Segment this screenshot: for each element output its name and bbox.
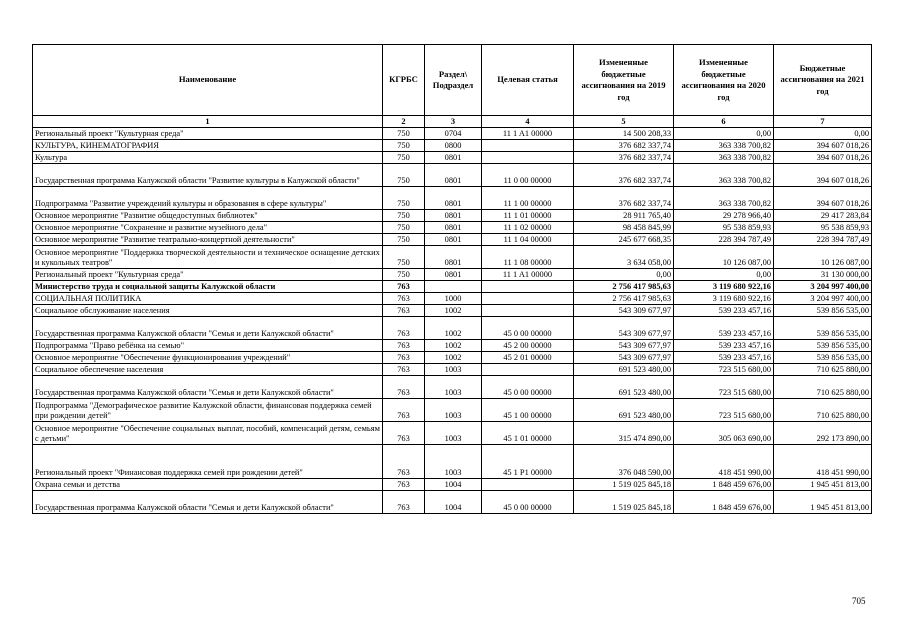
row-target: 11 1 01 00000: [482, 210, 574, 222]
budget-table: [32, 44, 872, 514]
row-amount-2021: 710 625 880,00: [774, 399, 872, 422]
row-name: Социальное обеспечение населения: [33, 364, 383, 376]
row-amount-2021: 1 945 451 813,00: [774, 479, 872, 491]
row-amount-2019: 691 523 480,00: [574, 364, 674, 376]
table-row: [33, 352, 872, 364]
row-section: 1003: [425, 364, 482, 376]
row-amount-2020: 95 538 859,93: [674, 222, 774, 234]
row-kgrbs: 750: [383, 222, 425, 234]
row-target: 45 1 01 00000: [482, 422, 574, 445]
row-amount-2019: 2 756 417 985,63: [574, 293, 674, 305]
row-section: 0801: [425, 246, 482, 269]
row-target: [482, 293, 574, 305]
row-amount-2019: 691 523 480,00: [574, 399, 674, 422]
row-section: 0801: [425, 234, 482, 246]
row-kgrbs: 763: [383, 422, 425, 445]
column-number: 2: [383, 116, 425, 128]
row-kgrbs: 763: [383, 479, 425, 491]
table-row: [33, 293, 872, 305]
table-row: [33, 140, 872, 152]
row-kgrbs: 763: [383, 340, 425, 352]
row-target: 11 1 04 00000: [482, 234, 574, 246]
row-amount-2021: 539 856 535,00: [774, 317, 872, 340]
row-target: [482, 479, 574, 491]
row-section: 0801: [425, 152, 482, 164]
row-amount-2019: 2 756 417 985,63: [574, 281, 674, 293]
row-amount-2020: 228 394 787,49: [674, 234, 774, 246]
row-target: 45 2 01 00000: [482, 352, 574, 364]
row-target: 45 2 00 00000: [482, 340, 574, 352]
table-row: [33, 479, 872, 491]
row-amount-2019: 543 309 677,97: [574, 340, 674, 352]
row-amount-2020: 3 119 680 922,16: [674, 293, 774, 305]
column-number: 5: [574, 116, 674, 128]
table-row: [33, 164, 872, 187]
row-kgrbs: 750: [383, 128, 425, 140]
row-amount-2020: 0,00: [674, 269, 774, 281]
row-kgrbs: 763: [383, 352, 425, 364]
row-name: Государственная программа Калужской области "Развитие культуры в Калужской области": [33, 164, 383, 187]
row-amount-2020: 539 233 457,16: [674, 317, 774, 340]
row-amount-2020: 3 119 680 922,16: [674, 281, 774, 293]
row-kgrbs: 750: [383, 140, 425, 152]
header-name: Наименование: [33, 45, 383, 116]
row-kgrbs: 750: [383, 246, 425, 269]
column-number: 1: [33, 116, 383, 128]
row-name: Основное мероприятие "Поддержка творческой деятельности и техническое оснащение детских и кукольных театров": [33, 246, 383, 269]
row-amount-2019: 98 458 845,99: [574, 222, 674, 234]
row-section: 0801: [425, 222, 482, 234]
header-row: [33, 45, 872, 116]
row-amount-2020: 0,00: [674, 128, 774, 140]
row-amount-2019: 543 309 677,97: [574, 317, 674, 340]
row-target: 45 1 00 00000: [482, 399, 574, 422]
row-name: Основное мероприятие "Развитие театрально-концертной деятельности": [33, 234, 383, 246]
row-kgrbs: 763: [383, 293, 425, 305]
row-kgrbs: 763: [383, 399, 425, 422]
row-kgrbs: 750: [383, 234, 425, 246]
row-section: 1000: [425, 293, 482, 305]
row-amount-2019: 376 682 337,74: [574, 152, 674, 164]
page-number: 705: [852, 596, 866, 606]
row-amount-2019: 0,00: [574, 269, 674, 281]
row-amount-2020: 418 451 990,00: [674, 445, 774, 479]
row-name: СОЦИАЛЬНАЯ ПОЛИТИКА: [33, 293, 383, 305]
column-number-row: [33, 116, 872, 128]
row-amount-2021: 539 856 535,00: [774, 352, 872, 364]
row-section: 1002: [425, 305, 482, 317]
table-row: [33, 317, 872, 340]
row-amount-2019: 3 634 058,00: [574, 246, 674, 269]
row-kgrbs: 750: [383, 187, 425, 210]
header-section: Раздел\ Подраздел: [425, 45, 482, 116]
row-name: Подпрограмма "Право ребёнка на семью": [33, 340, 383, 352]
row-section: 0801: [425, 164, 482, 187]
header-2020: Измененные бюджетные ассигнования на 2020 год: [674, 45, 774, 116]
row-target: 11 1 A1 00000: [482, 269, 574, 281]
row-target: 11 0 00 00000: [482, 164, 574, 187]
row-amount-2020: 363 338 700,82: [674, 187, 774, 210]
row-name: Подпрограмма "Развитие учреждений культуры и образования в сфере культуры": [33, 187, 383, 210]
row-amount-2020: 29 278 966,40: [674, 210, 774, 222]
row-amount-2021: 394 607 018,26: [774, 164, 872, 187]
table-row: [33, 210, 872, 222]
row-target: 45 0 00 00000: [482, 317, 574, 340]
row-amount-2021: 31 130 000,00: [774, 269, 872, 281]
table-row: [33, 305, 872, 317]
row-kgrbs: 763: [383, 491, 425, 514]
row-amount-2020: 363 338 700,82: [674, 152, 774, 164]
row-section: 1003: [425, 399, 482, 422]
row-kgrbs: 763: [383, 305, 425, 317]
row-amount-2021: 539 856 535,00: [774, 305, 872, 317]
table-row: [33, 340, 872, 352]
table-row: [33, 491, 872, 514]
table-row: [33, 234, 872, 246]
row-name: Подпрограмма "Демографическое развитие Калужской области, финансовая поддержка семей при рождении детей": [33, 399, 383, 422]
header-target: Целевая статья: [482, 45, 574, 116]
row-name: Региональный проект "Культурная среда": [33, 269, 383, 281]
row-section: 0704: [425, 128, 482, 140]
row-target: [482, 140, 574, 152]
table-row: [33, 399, 872, 422]
table-row-ministry: [33, 281, 872, 293]
row-amount-2019: 376 682 337,74: [574, 187, 674, 210]
column-number: 7: [774, 116, 872, 128]
row-amount-2021: 29 417 283,84: [774, 210, 872, 222]
row-amount-2021: 10 126 087,00: [774, 246, 872, 269]
row-kgrbs: 750: [383, 152, 425, 164]
row-amount-2021: 539 856 535,00: [774, 340, 872, 352]
row-kgrbs: 763: [383, 281, 425, 293]
row-name: Культура: [33, 152, 383, 164]
table-row: [33, 364, 872, 376]
table-row: [33, 128, 872, 140]
row-target: 45 1 P1 00000: [482, 445, 574, 479]
row-amount-2020: 1 848 459 676,00: [674, 479, 774, 491]
header-kgrbs: КГРБС: [383, 45, 425, 116]
row-amount-2021: 292 173 890,00: [774, 422, 872, 445]
row-amount-2021: 1 945 451 813,00: [774, 491, 872, 514]
row-amount-2021: 3 204 997 400,00: [774, 293, 872, 305]
row-amount-2020: 10 126 087,00: [674, 246, 774, 269]
table-row: [33, 187, 872, 210]
row-amount-2020: 723 515 680,00: [674, 376, 774, 399]
row-amount-2019: 315 474 890,00: [574, 422, 674, 445]
row-amount-2020: 539 233 457,16: [674, 305, 774, 317]
row-name: Социальное обслуживание населения: [33, 305, 383, 317]
row-amount-2020: 723 515 680,00: [674, 399, 774, 422]
row-name: Основное мероприятие "Обеспечение социальных выплат, пособий, компенсаций детям, семьям с детьми": [33, 422, 383, 445]
row-name: Региональный проект "Культурная среда": [33, 128, 383, 140]
row-amount-2020: 363 338 700,82: [674, 164, 774, 187]
column-number: 6: [674, 116, 774, 128]
table-row: [33, 269, 872, 281]
row-kgrbs: 763: [383, 376, 425, 399]
row-name: Государственная программа Калужской области "Семья и дети Калужской области": [33, 491, 383, 514]
row-amount-2020: 539 233 457,16: [674, 340, 774, 352]
row-target: 11 1 00 00000: [482, 187, 574, 210]
row-section: 1002: [425, 340, 482, 352]
row-amount-2021: 710 625 880,00: [774, 376, 872, 399]
header-2021: Бюджетные ассигнования на 2021 год: [774, 45, 872, 116]
row-kgrbs: 763: [383, 445, 425, 479]
row-amount-2019: 14 500 208,33: [574, 128, 674, 140]
row-target: [482, 364, 574, 376]
row-amount-2020: 1 848 459 676,00: [674, 491, 774, 514]
column-number: 4: [482, 116, 574, 128]
row-section: 0801: [425, 269, 482, 281]
row-amount-2019: 245 677 668,35: [574, 234, 674, 246]
table-row: [33, 445, 872, 479]
table-row: [33, 422, 872, 445]
row-name: Региональный проект "Финансовая поддержка семей при рождении детей": [33, 445, 383, 479]
row-name: Государственная программа Калужской области "Семья и дети Калужской области": [33, 376, 383, 399]
row-section: 1003: [425, 376, 482, 399]
row-target: [482, 305, 574, 317]
row-section: 0801: [425, 210, 482, 222]
row-target: [482, 281, 574, 293]
column-number: 3: [425, 116, 482, 128]
row-kgrbs: 750: [383, 269, 425, 281]
row-amount-2021: 710 625 880,00: [774, 364, 872, 376]
row-section: 0801: [425, 187, 482, 210]
row-amount-2019: 543 309 677,97: [574, 352, 674, 364]
row-name: Основное мероприятие "Обеспечение функционирования учреждений": [33, 352, 383, 364]
row-amount-2021: 394 607 018,26: [774, 187, 872, 210]
row-amount-2020: 539 233 457,16: [674, 352, 774, 364]
row-target: 11 1 08 00000: [482, 246, 574, 269]
row-section: 1002: [425, 317, 482, 340]
row-amount-2021: 95 538 859,93: [774, 222, 872, 234]
row-amount-2019: 1 519 025 845,18: [574, 491, 674, 514]
table-row: [33, 222, 872, 234]
row-name: Основное мероприятие "Развитие общедоступных библиотек": [33, 210, 383, 222]
row-amount-2019: 691 523 480,00: [574, 376, 674, 399]
row-name: Министерство труда и социальной защиты Калужской области: [33, 281, 383, 293]
row-amount-2021: 0,00: [774, 128, 872, 140]
row-section: 1004: [425, 491, 482, 514]
row-amount-2019: 376 682 337,74: [574, 140, 674, 152]
row-amount-2021: 394 607 018,26: [774, 152, 872, 164]
row-amount-2020: 723 515 680,00: [674, 364, 774, 376]
row-amount-2021: 228 394 787,49: [774, 234, 872, 246]
row-amount-2020: 363 338 700,82: [674, 140, 774, 152]
row-target: 45 0 00 00000: [482, 491, 574, 514]
row-kgrbs: 750: [383, 164, 425, 187]
row-amount-2019: 543 309 677,97: [574, 305, 674, 317]
row-kgrbs: 763: [383, 364, 425, 376]
row-target: 11 1 02 00000: [482, 222, 574, 234]
row-amount-2019: 376 682 337,74: [574, 164, 674, 187]
row-name: Государственная программа Калужской области "Семья и дети Калужской области": [33, 317, 383, 340]
row-section: [425, 281, 482, 293]
table-row: [33, 152, 872, 164]
row-section: 1004: [425, 479, 482, 491]
header-2019: Измененные бюджетные ассигнования на 2019 год: [574, 45, 674, 116]
row-amount-2019: 1 519 025 845,18: [574, 479, 674, 491]
row-kgrbs: 763: [383, 317, 425, 340]
row-section: 1003: [425, 422, 482, 445]
table-row: [33, 376, 872, 399]
row-amount-2020: 305 063 690,00: [674, 422, 774, 445]
row-target: 11 1 A1 00000: [482, 128, 574, 140]
row-amount-2021: 394 607 018,26: [774, 140, 872, 152]
row-target: 45 0 00 00000: [482, 376, 574, 399]
row-section: 1002: [425, 352, 482, 364]
row-section: 1003: [425, 445, 482, 479]
row-amount-2019: 28 911 765,40: [574, 210, 674, 222]
row-name: КУЛЬТУРА, КИНЕМАТОГРАФИЯ: [33, 140, 383, 152]
row-section: 0800: [425, 140, 482, 152]
row-name: Охрана семьи и детства: [33, 479, 383, 491]
row-amount-2021: 3 204 997 400,00: [774, 281, 872, 293]
row-kgrbs: 750: [383, 210, 425, 222]
row-name: Основное мероприятие "Сохранение и развитие музейного дела": [33, 222, 383, 234]
row-amount-2019: 376 048 590,00: [574, 445, 674, 479]
row-amount-2021: 418 451 990,00: [774, 445, 872, 479]
row-target: [482, 152, 574, 164]
table-row: [33, 246, 872, 269]
